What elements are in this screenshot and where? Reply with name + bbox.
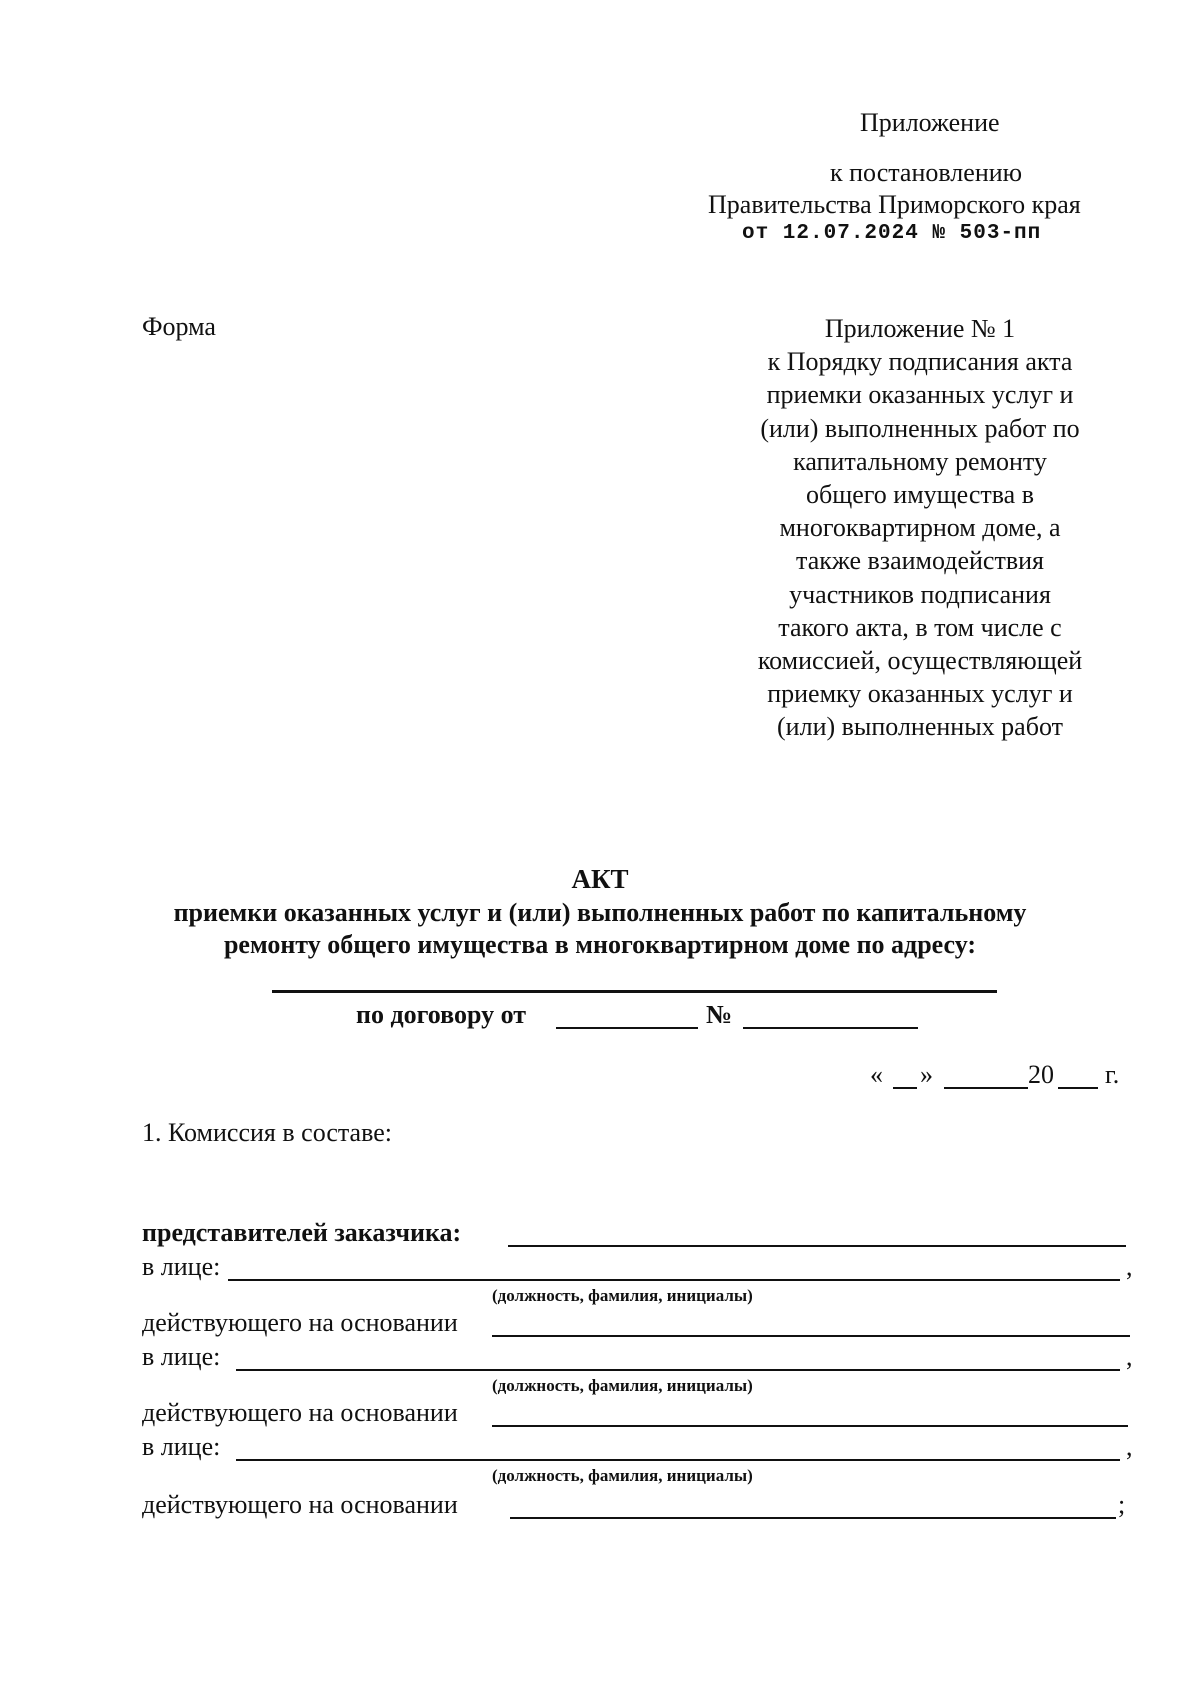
hint-position-name-initials: (должность, фамилия, инициалы) [492,1376,753,1395]
appendix-1-line: также взаимодействия [796,546,1044,576]
acting-basis-label: действующего на основании [142,1490,458,1519]
appendix-1-line: капитальному ремонту [793,446,1047,476]
date-close-quote: » [920,1060,933,1089]
acting-basis-line[interactable] [492,1335,1130,1337]
year-line[interactable] [1058,1087,1098,1089]
date-open-quote: « [870,1060,883,1089]
contract-number-line[interactable] [743,1027,918,1029]
appendix-1-line: многоквартирном доме, а [779,513,1061,543]
customer-reps-label: представителей заказчика: [142,1218,462,1247]
customer-reps-line[interactable] [508,1245,1126,1247]
acting-basis-label: действующего на основании [142,1308,458,1337]
address-line[interactable] [272,990,997,993]
contract-prefix: по договору от [356,1000,527,1029]
appendix-1-line: (или) выполненных работ [777,712,1063,742]
appendix-1-line: приемки оказанных услуг и [766,380,1074,410]
in-person-label: в лице: [142,1252,221,1281]
act-subtitle-line-1: приемки оказанных услуг и (или) выполненных работ по капитальному [173,898,1027,927]
act-subtitle-line-2: ремонту общего имущества в многоквартирном доме по адресу: [223,930,977,959]
commission-heading: 1. Комиссия в составе: [142,1118,392,1147]
appendix-1-title: Приложение № 1 [824,314,1016,343]
in-person-line[interactable] [228,1279,1120,1281]
in-person-label: в лице: [142,1342,221,1371]
acting-basis-line[interactable] [492,1425,1128,1427]
appendix-1-block [730,312,1110,744]
form-label: Форма [142,312,216,341]
hint-position-name-initials: (должность, фамилия, инициалы) [492,1286,753,1305]
comma: , [1126,1342,1133,1371]
year-suffix: г. [1105,1060,1120,1089]
appendix-1-line: общего имущества в [805,480,1035,510]
resolution-date-number: от 12.07.2024 № 503-пп [742,222,1042,245]
appendix-1-line: к Порядку подписания акта [767,347,1073,377]
appendix-1-line: участников подписания [789,579,1051,609]
month-line[interactable] [944,1087,1028,1089]
comma: , [1126,1432,1133,1461]
semicolon: ; [1118,1490,1126,1519]
day-line[interactable] [893,1087,917,1089]
to-resolution: к постановлению [830,158,1023,187]
year-prefix: 20 [1028,1060,1054,1089]
acting-basis-line[interactable] [510,1517,1116,1519]
in-person-line[interactable] [236,1459,1120,1461]
acting-basis-label: действующего на основании [142,1398,458,1427]
comma: , [1126,1252,1133,1281]
appendix-title: Приложение [860,108,1000,137]
appendix-1-line: комиссией, осуществляющей [757,646,1083,676]
in-person-line[interactable] [236,1369,1120,1371]
hint-position-name-initials: (должность, фамилия, инициалы) [492,1466,753,1485]
act-title: АКТ [571,864,629,894]
appendix-1-line: (или) выполненных работ по [760,413,1080,443]
in-person-label: в лице: [142,1432,221,1461]
government-name: Правительства Приморского края [708,190,1081,219]
contract-date-line[interactable] [556,1027,698,1029]
appendix-1-line: такого акта, в том числе с [778,612,1062,642]
contract-number-sign: № [706,1000,733,1029]
appendix-1-line: приемку оказанных услуг и [767,679,1073,709]
